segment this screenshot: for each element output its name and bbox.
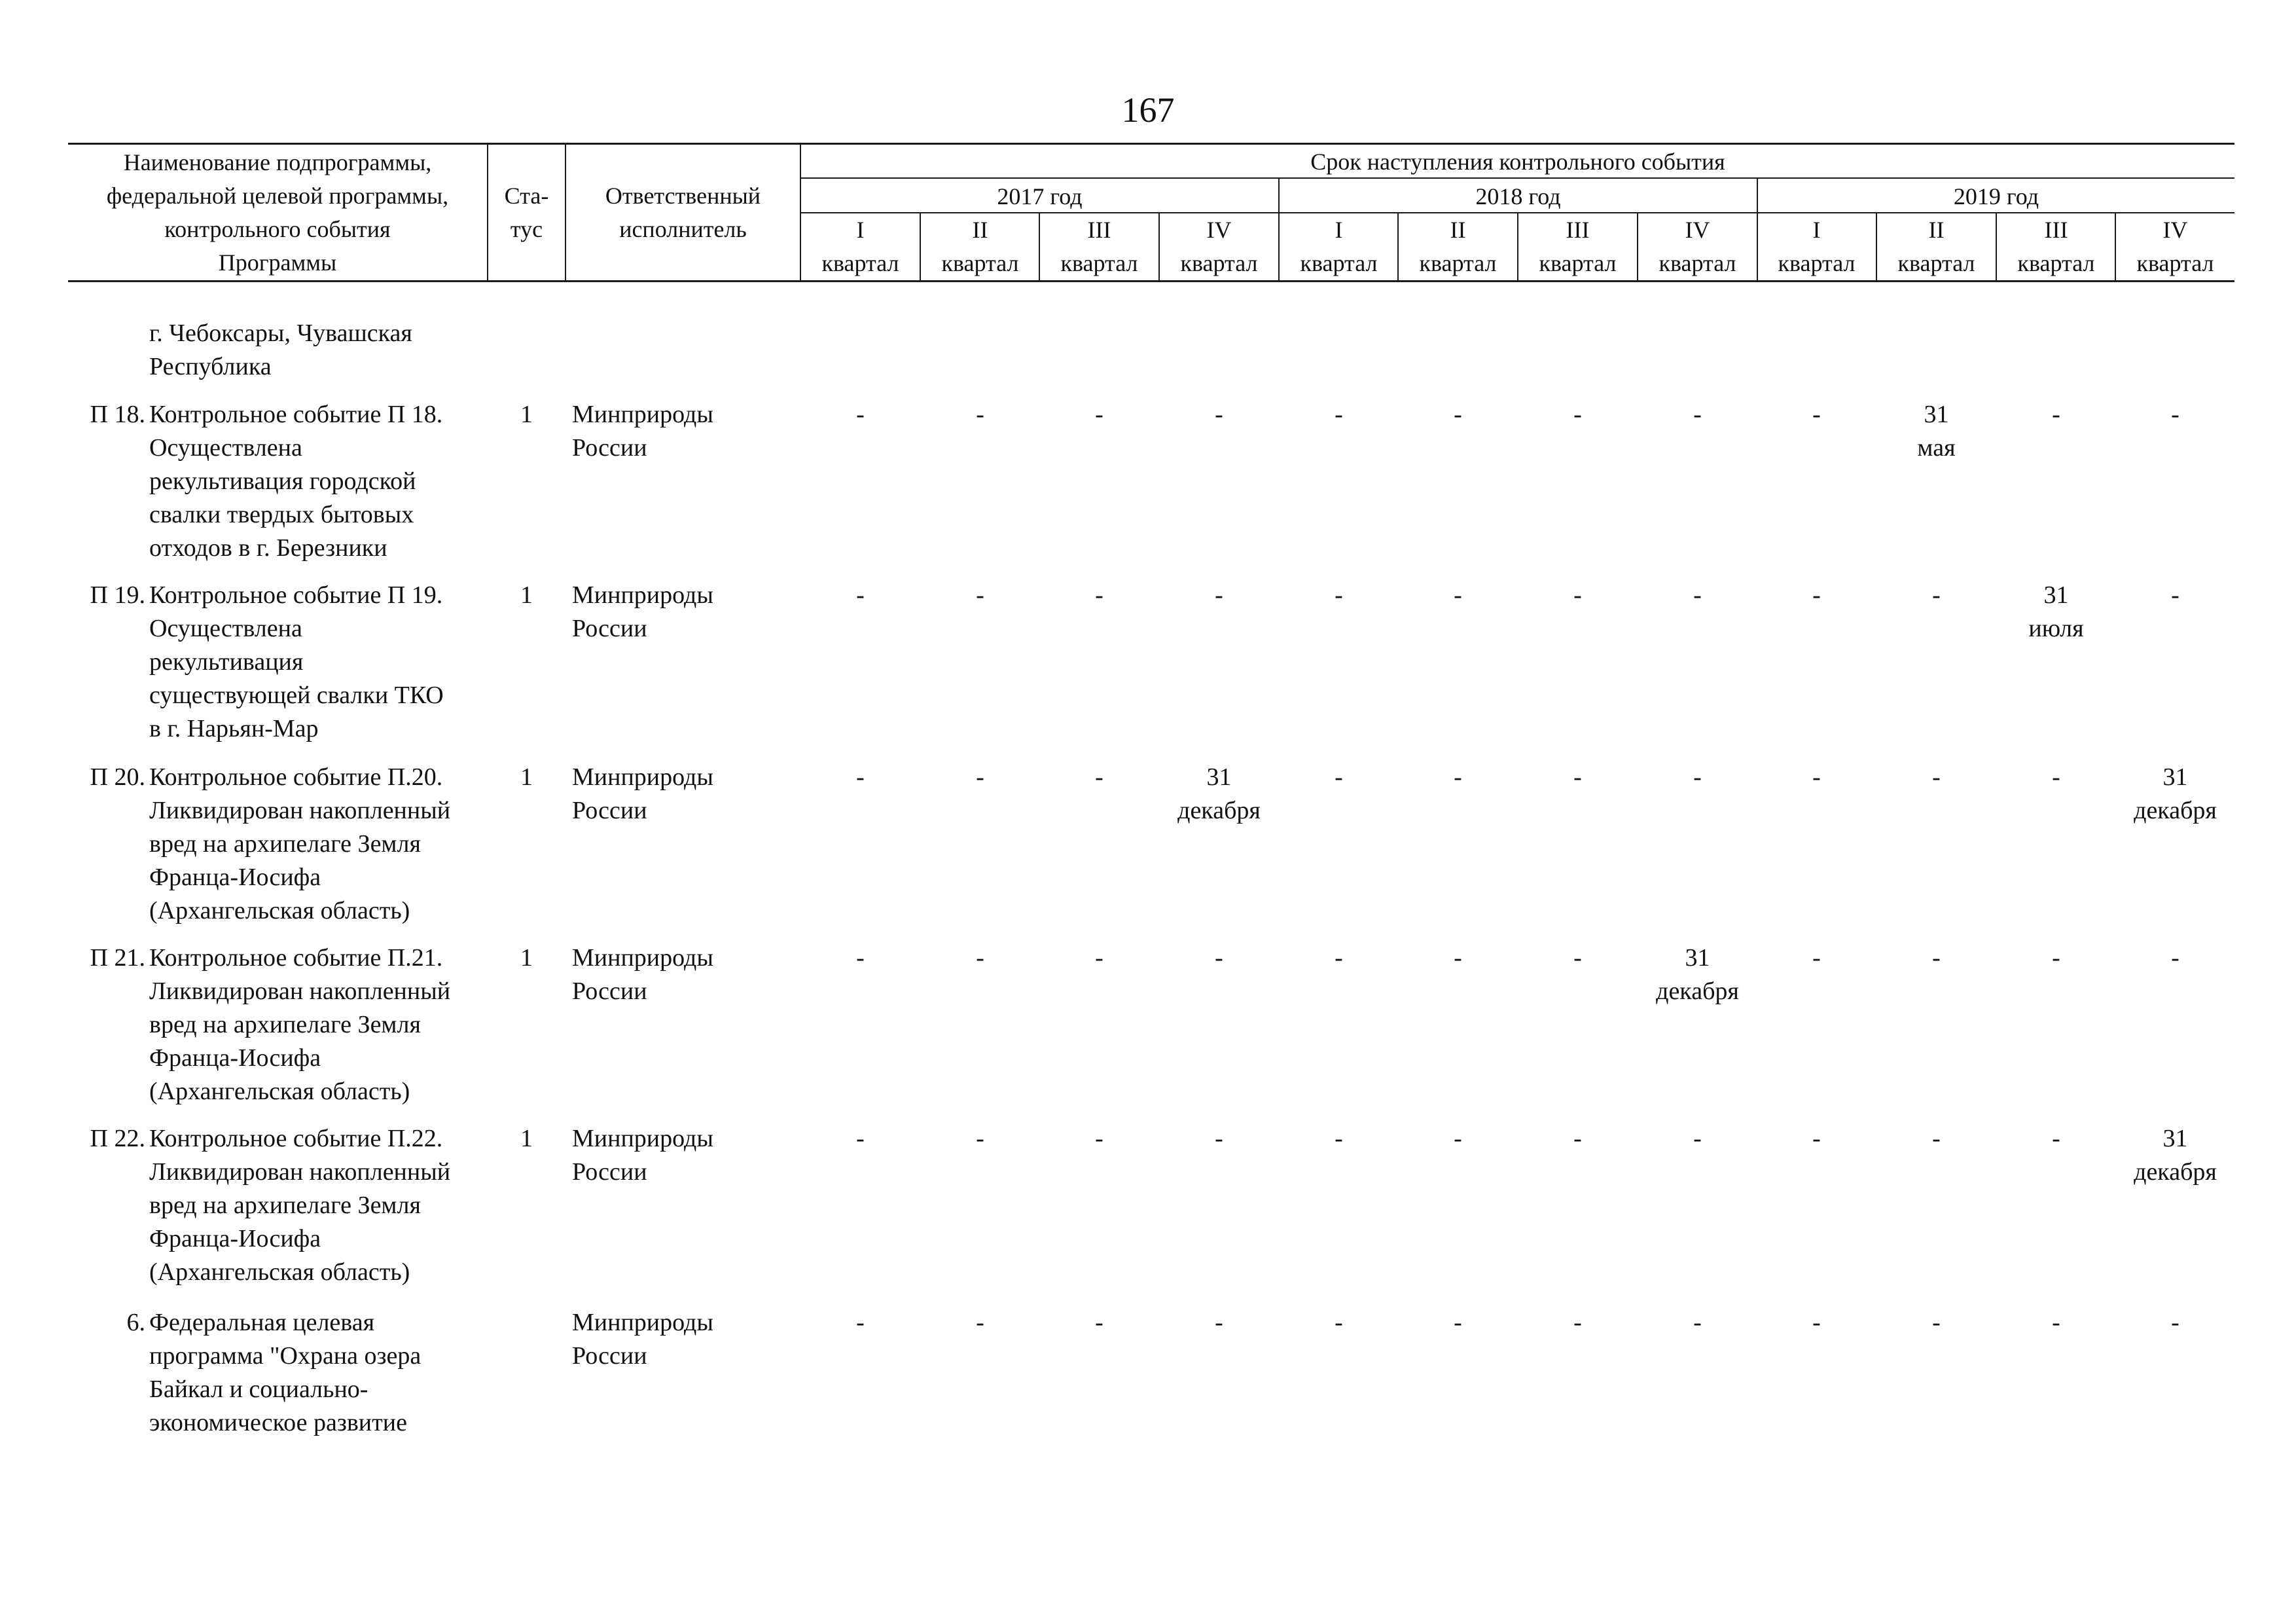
- row-quarter-value: -: [856, 763, 865, 791]
- row-executor: [572, 941, 798, 1008]
- row-quarter-cell: [1040, 941, 1158, 975]
- row-quarter-value: -: [976, 581, 984, 609]
- row-quarter-cell: [2116, 579, 2234, 612]
- row-quarter-cell: [1877, 579, 1996, 612]
- row-name-line: свалки твердых бытовых: [149, 501, 414, 528]
- row-quarter-cell: [1518, 1306, 1637, 1340]
- row-quarter-value: -: [1573, 401, 1582, 428]
- row-quarter-value: -: [1335, 1125, 1343, 1152]
- row-quarter-cell: [1160, 1306, 1278, 1340]
- row-status: 1: [520, 944, 533, 972]
- row-quarter-value: декабря: [2134, 1158, 2217, 1186]
- row-quarter-value: 31: [2162, 1125, 2188, 1152]
- row-quarter-cell: [921, 1122, 1039, 1156]
- row-quarter-value: -: [1095, 1125, 1103, 1152]
- header-quarter-cell: [1877, 213, 1996, 280]
- row-executor: [572, 398, 798, 465]
- row-number: П 21.: [90, 944, 145, 972]
- row-quarter-value: -: [856, 1309, 865, 1336]
- header-quarter-numeral: II: [1450, 217, 1466, 243]
- row-quarter-value: -: [1335, 581, 1343, 609]
- header-deadline-title: Срок наступления контрольного события: [1310, 149, 1725, 175]
- row-quarter-value: -: [1573, 944, 1582, 972]
- header-quarter-numeral: IV: [2162, 217, 2188, 243]
- row-quarter-value: -: [1812, 1125, 1821, 1152]
- header-quarter-word: квартал: [1419, 250, 1497, 276]
- header-exec-line: исполнитель: [619, 216, 747, 242]
- row-quarter-cell: [921, 1306, 1039, 1340]
- row-quarter-cell: [1399, 398, 1517, 431]
- row-quarter-cell: [1518, 941, 1637, 975]
- row-name-line: вред на архипелаге Земля: [149, 1011, 421, 1038]
- header-quarter-cell: [1518, 213, 1637, 280]
- header-quarter-cell: [2116, 213, 2234, 280]
- row-executor-line: России: [572, 1342, 647, 1370]
- row-quarter-cell: [921, 579, 1039, 612]
- row-quarter-cell: [1280, 398, 1398, 431]
- header-name-line: контрольного события: [164, 216, 391, 242]
- row-executor-line: России: [572, 1158, 647, 1186]
- row-quarter-cell: [1518, 398, 1637, 431]
- row-quarter-value: -: [1932, 1125, 1941, 1152]
- row-quarter-value: -: [2052, 763, 2060, 791]
- header-status-column: [488, 179, 565, 246]
- row-quarter-cell: [1040, 398, 1158, 431]
- page-number: 167: [1121, 90, 1175, 130]
- header-quarter-numeral: I: [1812, 217, 1821, 243]
- row-quarter-value: -: [1215, 581, 1223, 609]
- row-quarter-value: -: [1215, 944, 1223, 972]
- row-name-line: экономическое развитие: [149, 1409, 407, 1436]
- header-quarter-word: квартал: [1897, 250, 1975, 276]
- row-quarter-cell: [1638, 761, 1757, 794]
- row-quarter-value: -: [1095, 763, 1103, 791]
- row-name-line: Франца-Иосифа: [149, 864, 321, 891]
- header-quarter-word: квартал: [821, 250, 899, 276]
- row-name-line: в г. Нарьян-Мар: [149, 715, 319, 742]
- row-name-line: Франца-Иосифа: [149, 1044, 321, 1072]
- row-quarter-value: -: [2171, 1309, 2179, 1336]
- row-quarter-value: декабря: [1177, 797, 1261, 824]
- row-quarter-value: -: [2171, 581, 2179, 609]
- row-executor-line: Минприроды: [572, 763, 713, 791]
- row-quarter-cell: [1040, 1122, 1158, 1156]
- row-quarter-cell: [1040, 1306, 1158, 1340]
- row-quarter-cell: [1399, 761, 1517, 794]
- row-quarter-value: -: [1454, 1125, 1462, 1152]
- row-quarter-value: -: [976, 1309, 984, 1336]
- row-quarter-value: 31: [1206, 763, 1232, 791]
- row-executor-line: Минприроды: [572, 401, 713, 428]
- row-name-line: рекультивация: [149, 648, 304, 676]
- header-name-column: [68, 146, 487, 280]
- row-quarter-value: -: [1335, 944, 1343, 972]
- row-quarter-cell: [1280, 761, 1398, 794]
- row-name-line: Контрольное событие П.21.: [149, 944, 443, 972]
- row-number: П 18.: [90, 401, 145, 428]
- header-quarter-cell: [1757, 213, 1876, 280]
- header-quarter-word: квартал: [1778, 250, 1856, 276]
- row-quarter-value: -: [1573, 1125, 1582, 1152]
- row-executor: [572, 579, 798, 646]
- row-quarter-cell: [1757, 579, 1876, 612]
- row-quarter-value: -: [1215, 1309, 1223, 1336]
- row-name-line: (Архангельская область): [149, 1258, 410, 1286]
- header-quarter-numeral: III: [1566, 217, 1590, 243]
- header-quarter-word: квартал: [2136, 250, 2214, 276]
- row-executor-line: Минприроды: [572, 1125, 713, 1152]
- row-quarter-cell: [2116, 941, 2234, 975]
- row-quarter-value: -: [1215, 401, 1223, 428]
- row-quarter-value: 31: [2043, 581, 2069, 609]
- row-quarter-value: -: [1812, 944, 1821, 972]
- row-executor: [572, 1306, 798, 1373]
- row-quarter-value: -: [1693, 581, 1702, 609]
- header-exec-line: Ответственный: [605, 183, 761, 209]
- row-quarter-cell: [1160, 761, 1278, 828]
- row-number: П 22.: [90, 1125, 145, 1152]
- row-name-line: Контрольное событие П.20.: [149, 763, 443, 791]
- row-name-line: Республика: [149, 353, 272, 380]
- row-quarter-cell: [1997, 1306, 2115, 1340]
- row-quarter-cell: [2116, 398, 2234, 431]
- row-quarter-value: -: [1573, 1309, 1582, 1336]
- row-quarter-value: -: [1095, 944, 1103, 972]
- header-status-line: тус: [510, 216, 543, 242]
- row-quarter-cell: [1997, 761, 2115, 794]
- row-quarter-value: -: [1095, 581, 1103, 609]
- row-quarter-cell: [801, 398, 920, 431]
- row-quarter-value: мая: [1917, 434, 1956, 462]
- header-quarter-word: квартал: [941, 250, 1019, 276]
- header-name-line: Программы: [218, 249, 337, 276]
- row-quarter-cell: [1160, 579, 1278, 612]
- row-quarter-cell: [801, 579, 920, 612]
- row-quarter-cell: [1877, 398, 1996, 465]
- row-name-line: Байкал и социально-: [149, 1376, 368, 1403]
- row-name-line: существующей свалки ТКО: [149, 682, 444, 709]
- row-quarter-value: -: [856, 581, 865, 609]
- row-quarter-value: -: [1573, 763, 1582, 791]
- row-name-line: Осуществлена: [149, 615, 302, 642]
- row-number: П 20.: [90, 763, 145, 791]
- header-year-2017: 2017 год: [997, 183, 1083, 210]
- row-quarter-value: -: [1454, 1309, 1462, 1336]
- row-name: [149, 1306, 568, 1440]
- row-name-line: Ликвидирован накопленный: [149, 797, 451, 824]
- row-status: 1: [520, 401, 533, 428]
- header-quarter-cell: [1638, 213, 1757, 280]
- row-quarter-cell: [801, 1306, 920, 1340]
- row-name-line: рекультивация городской: [149, 467, 416, 495]
- row-quarter-cell: [1280, 579, 1398, 612]
- row-name-line: отходов в г. Березники: [149, 534, 387, 562]
- row-quarter-value: -: [976, 1125, 984, 1152]
- row-executor-line: России: [572, 977, 647, 1005]
- row-quarter-cell: [1040, 761, 1158, 794]
- row-quarter-cell: [801, 761, 920, 794]
- header-quarter-numeral: IV: [1206, 217, 1232, 243]
- row-quarter-value: -: [1932, 1309, 1941, 1336]
- header-quarter-cell: [1040, 213, 1158, 280]
- table-header: [68, 143, 2234, 282]
- header-name-line: Наименование подпрограммы,: [123, 149, 432, 175]
- row-quarter-value: -: [976, 944, 984, 972]
- row-quarter-cell: [1638, 941, 1757, 1008]
- row-quarter-value: -: [976, 401, 984, 428]
- row-executor-line: Минприроды: [572, 1309, 713, 1336]
- row-quarter-value: -: [1454, 401, 1462, 428]
- row-quarter-cell: [1399, 941, 1517, 975]
- row-quarter-value: 31: [1685, 944, 1710, 972]
- row-quarter-value: -: [2052, 401, 2060, 428]
- row-name-line: Ликвидирован накопленный: [149, 1158, 451, 1186]
- row-name-line: Федеральная целевая: [149, 1309, 375, 1336]
- row-quarter-cell: [921, 761, 1039, 794]
- row-status: 1: [520, 581, 533, 609]
- header-quarter-numeral: II: [972, 217, 988, 243]
- row-executor: [572, 1122, 798, 1189]
- header-quarter-cell: [801, 213, 920, 280]
- header-status-line: Ста-: [504, 183, 549, 209]
- row-quarter-cell: [1518, 579, 1637, 612]
- row-quarter-cell: [2116, 1122, 2234, 1189]
- header-quarter-numeral: I: [1335, 217, 1343, 243]
- row-quarter-value: -: [1693, 1309, 1702, 1336]
- row-name-line: Франца-Иосифа: [149, 1225, 321, 1252]
- row-quarter-value: -: [1454, 944, 1462, 972]
- row-quarter-value: -: [856, 401, 865, 428]
- row-executor: [572, 761, 798, 828]
- row-quarter-cell: [1160, 1122, 1278, 1156]
- row-quarter-cell: [1877, 761, 1996, 794]
- header-quarter-word: квартал: [1060, 250, 1138, 276]
- header-quarter-numeral: II: [1928, 217, 1945, 243]
- row-quarter-value: -: [1215, 1125, 1223, 1152]
- row-quarter-cell: [1518, 1122, 1637, 1156]
- row-name: [149, 317, 568, 384]
- row-quarter-cell: [1518, 761, 1637, 794]
- row-quarter-value: -: [1095, 401, 1103, 428]
- header-quarter-cell: [1997, 213, 2115, 280]
- header-year-2018: 2018 год: [1475, 183, 1561, 210]
- row-quarter-cell: [1997, 579, 2115, 646]
- row-quarter-value: -: [1812, 581, 1821, 609]
- row-quarter-value: -: [1095, 1309, 1103, 1336]
- row-quarter-cell: [2116, 761, 2234, 828]
- row-quarter-cell: [1877, 1306, 1996, 1340]
- row-executor-line: России: [572, 797, 647, 824]
- header-quarter-word: квартал: [1180, 250, 1258, 276]
- row-quarter-cell: [1997, 398, 2115, 431]
- row-number: 6.: [126, 1309, 145, 1336]
- row-quarter-value: -: [1812, 1309, 1821, 1336]
- header-quarter-numeral: III: [2044, 217, 2068, 243]
- row-quarter-cell: [1399, 579, 1517, 612]
- row-quarter-value: -: [1454, 581, 1462, 609]
- row-quarter-value: -: [1573, 581, 1582, 609]
- row-quarter-value: декабря: [1656, 977, 1739, 1005]
- row-quarter-value: -: [2052, 1309, 2060, 1336]
- row-quarter-cell: [1997, 1122, 2115, 1156]
- row-quarter-value: 31: [2162, 763, 2188, 791]
- row-quarter-cell: [921, 941, 1039, 975]
- row-quarter-value: -: [1693, 1125, 1702, 1152]
- row-quarter-value: -: [1335, 1309, 1343, 1336]
- header-name-line: федеральной целевой программы,: [106, 183, 449, 209]
- row-quarter-cell: [1877, 1122, 1996, 1156]
- row-quarter-cell: [1280, 1306, 1398, 1340]
- row-quarter-value: декабря: [2134, 797, 2217, 824]
- row-quarter-cell: [1280, 1122, 1398, 1156]
- row-name-line: Контрольное событие П 19.: [149, 581, 443, 609]
- row-quarter-value: -: [1932, 581, 1941, 609]
- row-quarter-value: -: [1932, 763, 1941, 791]
- row-name-line: программа "Охрана озера: [149, 1342, 422, 1370]
- header-quarter-word: квартал: [1659, 250, 1736, 276]
- row-quarter-value: -: [2171, 944, 2179, 972]
- row-quarter-value: -: [856, 1125, 865, 1152]
- row-quarter-cell: [1399, 1122, 1517, 1156]
- row-status: 1: [520, 1125, 533, 1152]
- row-quarter-cell: [2116, 1306, 2234, 1340]
- row-quarter-value: -: [1335, 763, 1343, 791]
- row-quarter-cell: [1757, 941, 1876, 975]
- row-quarter-cell: [1757, 398, 1876, 431]
- row-quarter-value: -: [1812, 763, 1821, 791]
- row-name-line: Осуществлена: [149, 434, 302, 462]
- row-number: П 19.: [90, 581, 145, 609]
- row-quarter-cell: [1757, 1306, 1876, 1340]
- row-quarter-value: -: [856, 944, 865, 972]
- row-executor-line: России: [572, 615, 647, 642]
- row-quarter-value: -: [2052, 944, 2060, 972]
- row-quarter-value: -: [1454, 763, 1462, 791]
- header-quarter-numeral: I: [856, 217, 865, 243]
- row-executor-line: Минприроды: [572, 944, 713, 972]
- header-quarter-word: квартал: [1300, 250, 1378, 276]
- row-name-line: Контрольное событие П.22.: [149, 1125, 443, 1152]
- row-quarter-value: -: [1693, 401, 1702, 428]
- row-quarter-cell: [1638, 398, 1757, 431]
- row-quarter-value: -: [1335, 401, 1343, 428]
- row-quarter-cell: [1877, 941, 1996, 975]
- row-quarter-cell: [921, 398, 1039, 431]
- row-quarter-cell: [801, 1122, 920, 1156]
- row-name-line: Ликвидирован накопленный: [149, 977, 451, 1005]
- row-name-line: Контрольное событие П 18.: [149, 401, 443, 428]
- row-quarter-cell: [1040, 579, 1158, 612]
- row-name-line: (Архангельская область): [149, 1078, 410, 1105]
- row-executor-line: Минприроды: [572, 581, 713, 609]
- row-quarter-cell: [1160, 941, 1278, 975]
- row-quarter-value: -: [976, 763, 984, 791]
- row-executor-line: России: [572, 434, 647, 462]
- header-top-rule: [68, 143, 2234, 145]
- header-quarter-word: квартал: [2017, 250, 2095, 276]
- row-quarter-value: -: [1932, 944, 1941, 972]
- header-exec-column: [566, 179, 800, 246]
- header-quarter-numeral: III: [1087, 217, 1111, 243]
- row-quarter-cell: [801, 941, 920, 975]
- row-quarter-value: июля: [2028, 615, 2084, 642]
- row-name-line: г. Чебоксары, Чувашская: [149, 319, 412, 347]
- row-name-line: (Архангельская область): [149, 897, 410, 924]
- header-quarter-cell: [1160, 213, 1278, 280]
- row-quarter-cell: [1638, 1122, 1757, 1156]
- row-quarter-cell: [1280, 941, 1398, 975]
- row-quarter-cell: [1638, 579, 1757, 612]
- row-quarter-cell: [1757, 761, 1876, 794]
- row-quarter-value: -: [2052, 1125, 2060, 1152]
- row-quarter-cell: [1757, 1122, 1876, 1156]
- row-quarter-value: -: [2171, 401, 2179, 428]
- header-quarter-cell: [921, 213, 1039, 280]
- row-name-line: вред на архипелаге Земля: [149, 1192, 421, 1219]
- header-bottom-rule: [68, 280, 2234, 282]
- row-quarter-cell: [1160, 398, 1278, 431]
- row-quarter-cell: [1399, 1306, 1517, 1340]
- header-quarter-cell: [1280, 213, 1398, 280]
- row-quarter-value: -: [1693, 763, 1702, 791]
- header-quarter-numeral: IV: [1685, 217, 1710, 243]
- row-name-line: вред на архипелаге Земля: [149, 830, 421, 858]
- header-quarter-word: квартал: [1539, 250, 1617, 276]
- row-status: 1: [520, 763, 533, 791]
- header-quarter-cell: [1399, 213, 1517, 280]
- row-quarter-value: 31: [1924, 401, 1949, 428]
- row-quarter-value: -: [1812, 401, 1821, 428]
- row-quarter-cell: [1997, 941, 2115, 975]
- header-year-2019: 2019 год: [1953, 183, 2039, 210]
- row-quarter-cell: [1638, 1306, 1757, 1340]
